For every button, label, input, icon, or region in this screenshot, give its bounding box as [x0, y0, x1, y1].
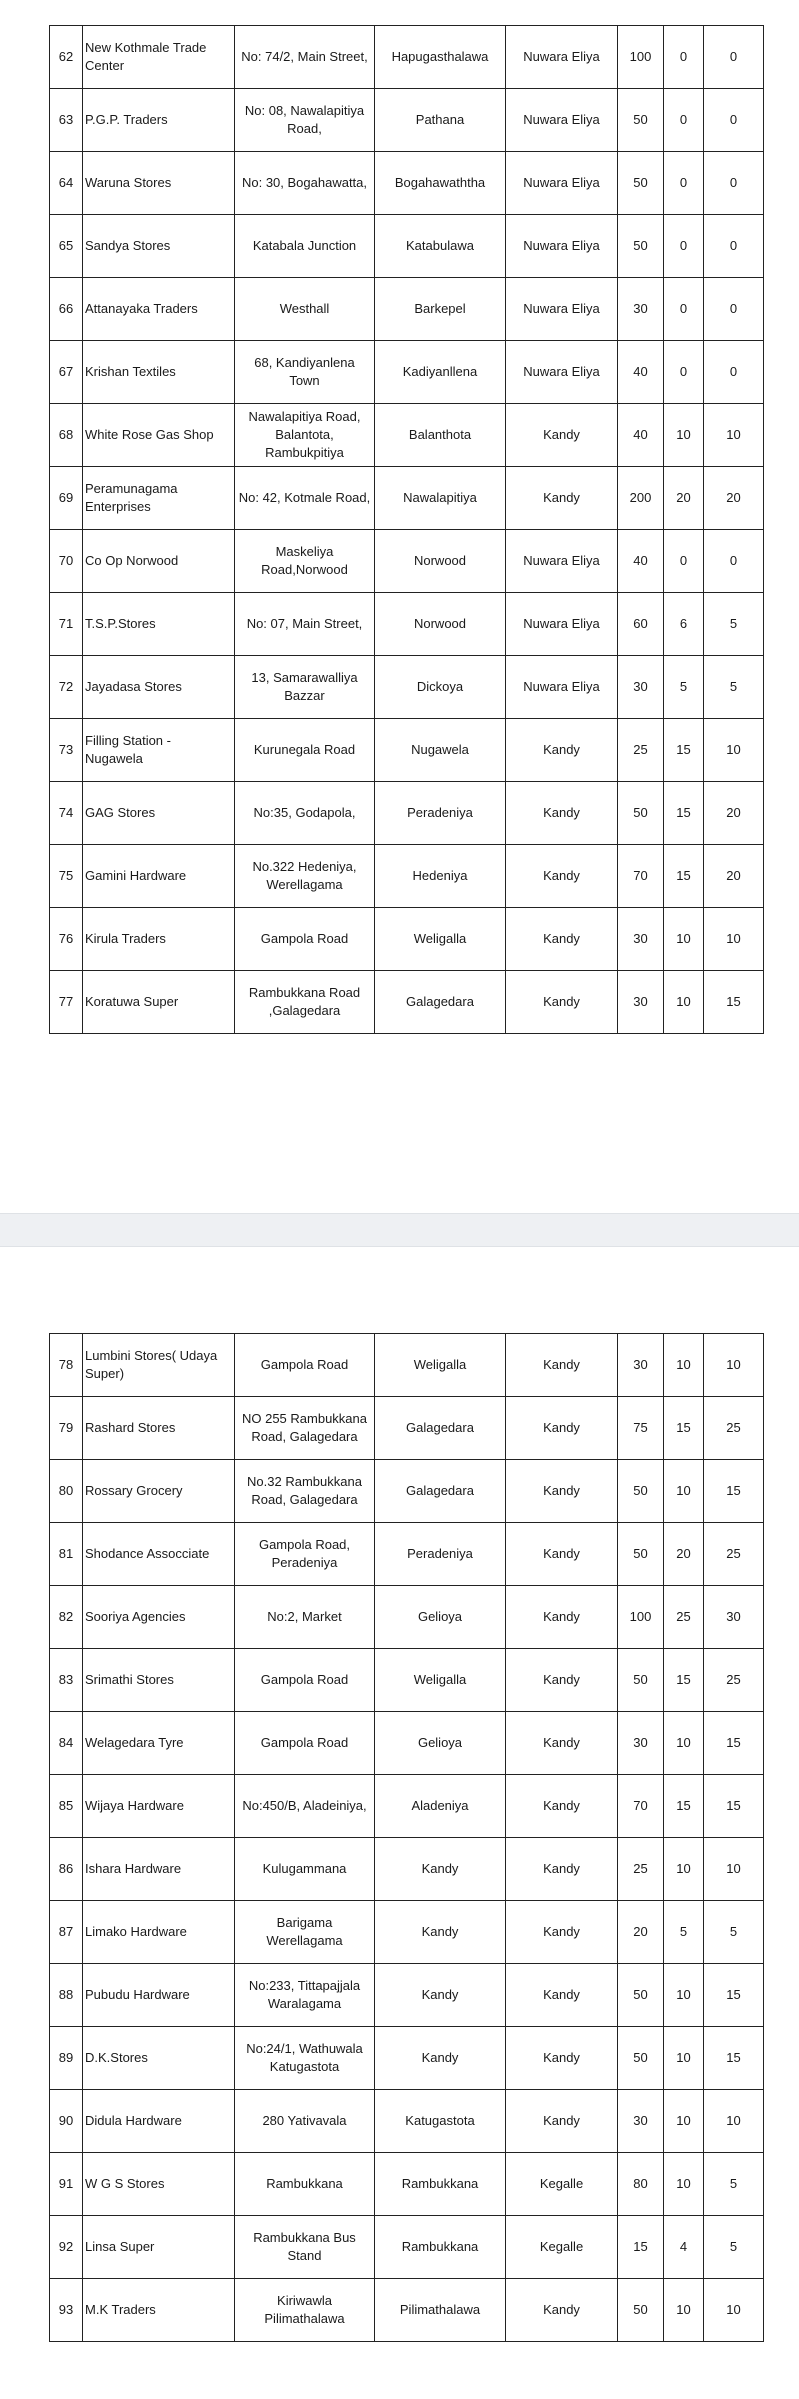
row-number-cell: 75 [50, 845, 83, 908]
town-cell: Gelioya [375, 1586, 506, 1649]
address-cell: No:2, Market [235, 1586, 375, 1649]
row-number-cell: 71 [50, 593, 83, 656]
table-row [50, 1460, 764, 1523]
address-cell: Kulugammana [235, 1838, 375, 1901]
row-number-cell: 81 [50, 1523, 83, 1586]
table-row [50, 1523, 764, 1586]
quantity-3-cell: 15 [704, 1775, 764, 1838]
address-cell: 280 Yativavala [235, 2090, 375, 2153]
quantity-1-cell: 30 [618, 908, 664, 971]
dealer-name-cell: Koratuwa Super [83, 971, 235, 1034]
row-number-cell: 69 [50, 467, 83, 530]
address-cell: 68, Kandiyanlena Town [235, 341, 375, 404]
dealer-table-page-1 [49, 25, 764, 1034]
address-cell: Rambukkana Bus Stand [235, 2216, 375, 2279]
quantity-2-cell: 15 [664, 845, 704, 908]
district-cell: Nuwara Eliya [506, 215, 618, 278]
dealer-name-cell: Co Op Norwood [83, 530, 235, 593]
address-cell: No: 08, Nawalapitiya Road, [235, 89, 375, 152]
district-cell: Kandy [506, 1775, 618, 1838]
quantity-3-cell: 25 [704, 1523, 764, 1586]
table-row [50, 2090, 764, 2153]
quantity-2-cell: 25 [664, 1586, 704, 1649]
quantity-1-cell: 30 [618, 278, 664, 341]
quantity-1-cell: 50 [618, 1523, 664, 1586]
dealer-name-cell: Didula Hardware [83, 2090, 235, 2153]
dealer-name-cell: Lumbini Stores( Udaya Super) [83, 1334, 235, 1397]
quantity-2-cell: 10 [664, 2090, 704, 2153]
address-cell: No.32 Rambukkana Road, Galagedara [235, 1460, 375, 1523]
address-cell: No:450/B, Aladeiniya, [235, 1775, 375, 1838]
dealer-name-cell: Sandya Stores [83, 215, 235, 278]
dealer-name-cell: Wijaya Hardware [83, 1775, 235, 1838]
quantity-2-cell: 10 [664, 404, 704, 467]
dealer-name-cell: T.S.P.Stores [83, 593, 235, 656]
quantity-3-cell: 15 [704, 1712, 764, 1775]
table-row [50, 89, 764, 152]
dealer-name-cell: Pubudu Hardware [83, 1964, 235, 2027]
dealer-name-cell: Attanayaka Traders [83, 278, 235, 341]
district-cell: Kandy [506, 467, 618, 530]
row-number-cell: 80 [50, 1460, 83, 1523]
dealer-name-cell: Filling Station - Nugawela [83, 719, 235, 782]
town-cell: Hapugasthalawa [375, 26, 506, 89]
district-cell: Kandy [506, 1838, 618, 1901]
address-cell: Katabala Junction [235, 215, 375, 278]
town-cell: Dickoya [375, 656, 506, 719]
address-cell: No:35, Godapola, [235, 782, 375, 845]
quantity-2-cell: 5 [664, 656, 704, 719]
district-cell: Kandy [506, 1964, 618, 2027]
row-number-cell: 84 [50, 1712, 83, 1775]
quantity-2-cell: 10 [664, 1334, 704, 1397]
address-cell: Kurunegala Road [235, 719, 375, 782]
row-number-cell: 87 [50, 1901, 83, 1964]
quantity-2-cell: 10 [664, 971, 704, 1034]
quantity-3-cell: 5 [704, 593, 764, 656]
address-cell: Nawalapitiya Road, Balantota, Rambukpitiya [235, 404, 375, 467]
quantity-2-cell: 10 [664, 1712, 704, 1775]
quantity-1-cell: 60 [618, 593, 664, 656]
quantity-1-cell: 40 [618, 530, 664, 593]
dealer-name-cell: Rossary Grocery [83, 1460, 235, 1523]
address-cell: Barigama Werellagama [235, 1901, 375, 1964]
dealer-name-cell: Limako Hardware [83, 1901, 235, 1964]
district-cell: Nuwara Eliya [506, 530, 618, 593]
quantity-2-cell: 10 [664, 2027, 704, 2090]
town-cell: Barkepel [375, 278, 506, 341]
quantity-3-cell: 10 [704, 908, 764, 971]
quantity-3-cell: 0 [704, 26, 764, 89]
dealer-name-cell: GAG Stores [83, 782, 235, 845]
quantity-2-cell: 6 [664, 593, 704, 656]
row-number-cell: 77 [50, 971, 83, 1034]
town-cell: Kandy [375, 1838, 506, 1901]
quantity-2-cell: 0 [664, 89, 704, 152]
quantity-3-cell: 20 [704, 845, 764, 908]
quantity-2-cell: 20 [664, 467, 704, 530]
table-row [50, 1397, 764, 1460]
table-row [50, 656, 764, 719]
town-cell: Pilimathalawa [375, 2279, 506, 2342]
town-cell: Weligalla [375, 1649, 506, 1712]
quantity-1-cell: 50 [618, 1460, 664, 1523]
table-row [50, 1838, 764, 1901]
district-cell: Kandy [506, 719, 618, 782]
address-cell: No: 42, Kotmale Road, [235, 467, 375, 530]
town-cell: Rambukkana [375, 2153, 506, 2216]
quantity-1-cell: 40 [618, 341, 664, 404]
district-cell: Kegalle [506, 2153, 618, 2216]
row-number-cell: 93 [50, 2279, 83, 2342]
address-cell: Gampola Road [235, 1712, 375, 1775]
row-number-cell: 88 [50, 1964, 83, 2027]
quantity-2-cell: 0 [664, 215, 704, 278]
quantity-1-cell: 100 [618, 26, 664, 89]
quantity-2-cell: 10 [664, 1460, 704, 1523]
address-cell: No: 07, Main Street, [235, 593, 375, 656]
quantity-2-cell: 10 [664, 2279, 704, 2342]
dealer-name-cell: Rashard Stores [83, 1397, 235, 1460]
row-number-cell: 68 [50, 404, 83, 467]
district-cell: Kandy [506, 1586, 618, 1649]
quantity-3-cell: 10 [704, 2279, 764, 2342]
town-cell: Aladeniya [375, 1775, 506, 1838]
quantity-1-cell: 20 [618, 1901, 664, 1964]
dealer-name-cell: New Kothmale Trade Center [83, 26, 235, 89]
quantity-3-cell: 0 [704, 215, 764, 278]
quantity-2-cell: 10 [664, 1964, 704, 2027]
table-row [50, 2279, 764, 2342]
row-number-cell: 67 [50, 341, 83, 404]
table-row [50, 1649, 764, 1712]
town-cell: Balanthota [375, 404, 506, 467]
quantity-3-cell: 0 [704, 341, 764, 404]
address-cell: Gampola Road [235, 1649, 375, 1712]
town-cell: Kadiyanllena [375, 341, 506, 404]
address-cell: 13, Samarawalliya Bazzar [235, 656, 375, 719]
dealer-name-cell: Srimathi Stores [83, 1649, 235, 1712]
district-cell: Kandy [506, 1523, 618, 1586]
district-cell: Kandy [506, 2027, 618, 2090]
quantity-3-cell: 15 [704, 971, 764, 1034]
quantity-3-cell: 25 [704, 1397, 764, 1460]
quantity-3-cell: 10 [704, 2090, 764, 2153]
row-number-cell: 78 [50, 1334, 83, 1397]
quantity-3-cell: 0 [704, 530, 764, 593]
quantity-3-cell: 15 [704, 1460, 764, 1523]
dealer-name-cell: Waruna Stores [83, 152, 235, 215]
row-number-cell: 70 [50, 530, 83, 593]
district-cell: Nuwara Eliya [506, 593, 618, 656]
row-number-cell: 72 [50, 656, 83, 719]
quantity-3-cell: 15 [704, 1964, 764, 2027]
district-cell: Kegalle [506, 2216, 618, 2279]
district-cell: Nuwara Eliya [506, 26, 618, 89]
table-row [50, 1334, 764, 1397]
quantity-3-cell: 20 [704, 467, 764, 530]
quantity-3-cell: 0 [704, 278, 764, 341]
address-cell: NO 255 Rambukkana Road, Galagedara [235, 1397, 375, 1460]
quantity-3-cell: 15 [704, 2027, 764, 2090]
quantity-2-cell: 0 [664, 530, 704, 593]
quantity-2-cell: 15 [664, 1649, 704, 1712]
row-number-cell: 62 [50, 26, 83, 89]
quantity-2-cell: 0 [664, 278, 704, 341]
address-cell: No.322 Hedeniya, Werellagama [235, 845, 375, 908]
district-cell: Nuwara Eliya [506, 656, 618, 719]
dealer-name-cell: W G S Stores [83, 2153, 235, 2216]
town-cell: Norwood [375, 530, 506, 593]
town-cell: Kandy [375, 2027, 506, 2090]
district-cell: Kandy [506, 908, 618, 971]
town-cell: Bogahawaththa [375, 152, 506, 215]
quantity-1-cell: 15 [618, 2216, 664, 2279]
dealer-name-cell: White Rose Gas Shop [83, 404, 235, 467]
address-cell: No:233, Tittapajjala Waralagama [235, 1964, 375, 2027]
town-cell: Peradeniya [375, 1523, 506, 1586]
address-cell: Rambukkana Road ,Galagedara [235, 971, 375, 1034]
district-cell: Kandy [506, 2090, 618, 2153]
quantity-1-cell: 25 [618, 1838, 664, 1901]
quantity-1-cell: 50 [618, 215, 664, 278]
address-cell: No: 74/2, Main Street, [235, 26, 375, 89]
dealer-name-cell: Welagedara Tyre [83, 1712, 235, 1775]
quantity-1-cell: 30 [618, 1334, 664, 1397]
town-cell: Nawalapitiya [375, 467, 506, 530]
table-row [50, 215, 764, 278]
town-cell: Weligalla [375, 1334, 506, 1397]
quantity-2-cell: 0 [664, 341, 704, 404]
quantity-1-cell: 75 [618, 1397, 664, 1460]
quantity-1-cell: 25 [618, 719, 664, 782]
quantity-1-cell: 50 [618, 1649, 664, 1712]
table-row [50, 2027, 764, 2090]
quantity-1-cell: 50 [618, 782, 664, 845]
quantity-1-cell: 30 [618, 2090, 664, 2153]
quantity-1-cell: 50 [618, 1964, 664, 2027]
district-cell: Kandy [506, 971, 618, 1034]
dealer-name-cell: Shodance Assocciate [83, 1523, 235, 1586]
table-row [50, 908, 764, 971]
table-row [50, 1586, 764, 1649]
dealer-name-cell: Ishara Hardware [83, 1838, 235, 1901]
quantity-1-cell: 30 [618, 656, 664, 719]
district-cell: Nuwara Eliya [506, 89, 618, 152]
district-cell: Kandy [506, 1334, 618, 1397]
address-cell: Westhall [235, 278, 375, 341]
quantity-2-cell: 10 [664, 1838, 704, 1901]
row-number-cell: 85 [50, 1775, 83, 1838]
quantity-1-cell: 100 [618, 1586, 664, 1649]
address-cell: No: 30, Bogahawatta, [235, 152, 375, 215]
district-cell: Kandy [506, 1901, 618, 1964]
quantity-2-cell: 5 [664, 1901, 704, 1964]
dealer-name-cell: Jayadasa Stores [83, 656, 235, 719]
row-number-cell: 64 [50, 152, 83, 215]
quantity-3-cell: 0 [704, 89, 764, 152]
quantity-2-cell: 0 [664, 26, 704, 89]
district-cell: Kandy [506, 2279, 618, 2342]
quantity-3-cell: 25 [704, 1649, 764, 1712]
table-row [50, 2216, 764, 2279]
quantity-1-cell: 70 [618, 845, 664, 908]
dealer-name-cell: Linsa Super [83, 2216, 235, 2279]
row-number-cell: 73 [50, 719, 83, 782]
town-cell: Rambukkana [375, 2216, 506, 2279]
row-number-cell: 74 [50, 782, 83, 845]
row-number-cell: 89 [50, 2027, 83, 2090]
table-row [50, 152, 764, 215]
district-cell: Kandy [506, 782, 618, 845]
row-number-cell: 76 [50, 908, 83, 971]
row-number-cell: 66 [50, 278, 83, 341]
table-row [50, 1775, 764, 1838]
table-row [50, 845, 764, 908]
town-cell: Gelioya [375, 1712, 506, 1775]
address-cell: Gampola Road [235, 1334, 375, 1397]
row-number-cell: 92 [50, 2216, 83, 2279]
town-cell: Nugawela [375, 719, 506, 782]
row-number-cell: 91 [50, 2153, 83, 2216]
quantity-2-cell: 10 [664, 908, 704, 971]
quantity-1-cell: 30 [618, 971, 664, 1034]
quantity-2-cell: 15 [664, 719, 704, 782]
district-cell: Kandy [506, 1712, 618, 1775]
town-cell: Galagedara [375, 1397, 506, 1460]
table-row [50, 782, 764, 845]
town-cell: Peradeniya [375, 782, 506, 845]
address-cell: Gampola Road, Peradeniya [235, 1523, 375, 1586]
quantity-2-cell: 20 [664, 1523, 704, 1586]
quantity-3-cell: 10 [704, 1838, 764, 1901]
table-row [50, 1964, 764, 2027]
dealer-name-cell: Gamini Hardware [83, 845, 235, 908]
quantity-3-cell: 20 [704, 782, 764, 845]
quantity-3-cell: 10 [704, 1334, 764, 1397]
quantity-2-cell: 0 [664, 152, 704, 215]
table-row [50, 593, 764, 656]
page-separator [0, 1213, 799, 1247]
row-number-cell: 79 [50, 1397, 83, 1460]
quantity-1-cell: 70 [618, 1775, 664, 1838]
quantity-3-cell: 5 [704, 656, 764, 719]
row-number-cell: 90 [50, 2090, 83, 2153]
dealer-name-cell: Krishan Textiles [83, 341, 235, 404]
address-cell: Maskeliya Road,Norwood [235, 530, 375, 593]
quantity-1-cell: 50 [618, 89, 664, 152]
quantity-1-cell: 50 [618, 2027, 664, 2090]
district-cell: Kandy [506, 1460, 618, 1523]
town-cell: Katabulawa [375, 215, 506, 278]
quantity-1-cell: 50 [618, 2279, 664, 2342]
dealer-name-cell: Peramunagama Enterprises [83, 467, 235, 530]
district-cell: Kandy [506, 404, 618, 467]
town-cell: Galagedara [375, 971, 506, 1034]
row-number-cell: 63 [50, 89, 83, 152]
quantity-3-cell: 10 [704, 404, 764, 467]
town-cell: Norwood [375, 593, 506, 656]
district-cell: Kandy [506, 1649, 618, 1712]
address-cell: Rambukkana [235, 2153, 375, 2216]
table-row [50, 341, 764, 404]
quantity-2-cell: 15 [664, 1397, 704, 1460]
district-cell: Nuwara Eliya [506, 341, 618, 404]
town-cell: Galagedara [375, 1460, 506, 1523]
address-cell: Kiriwawla Pilimathalawa [235, 2279, 375, 2342]
table-row [50, 719, 764, 782]
quantity-1-cell: 80 [618, 2153, 664, 2216]
table-row [50, 1901, 764, 1964]
quantity-1-cell: 50 [618, 152, 664, 215]
table-row [50, 971, 764, 1034]
quantity-2-cell: 15 [664, 782, 704, 845]
town-cell: Hedeniya [375, 845, 506, 908]
quantity-3-cell: 30 [704, 1586, 764, 1649]
dealer-name-cell: Kirula Traders [83, 908, 235, 971]
quantity-2-cell: 4 [664, 2216, 704, 2279]
town-cell: Katugastota [375, 2090, 506, 2153]
district-cell: Nuwara Eliya [506, 278, 618, 341]
table-row [50, 278, 764, 341]
dealer-name-cell: P.G.P. Traders [83, 89, 235, 152]
quantity-3-cell: 5 [704, 1901, 764, 1964]
dealer-name-cell: M.K Traders [83, 2279, 235, 2342]
row-number-cell: 86 [50, 1838, 83, 1901]
dealer-table-page-2 [49, 1333, 764, 2342]
district-cell: Kandy [506, 1397, 618, 1460]
town-cell: Weligalla [375, 908, 506, 971]
document-page-2 [0, 1247, 799, 2399]
quantity-2-cell: 15 [664, 1775, 704, 1838]
table-row [50, 530, 764, 593]
quantity-3-cell: 10 [704, 719, 764, 782]
table-row [50, 404, 764, 467]
table-row [50, 1712, 764, 1775]
row-number-cell: 82 [50, 1586, 83, 1649]
row-number-cell: 83 [50, 1649, 83, 1712]
quantity-2-cell: 10 [664, 2153, 704, 2216]
dealer-name-cell: Sooriya Agencies [83, 1586, 235, 1649]
quantity-1-cell: 30 [618, 1712, 664, 1775]
quantity-3-cell: 5 [704, 2216, 764, 2279]
quantity-3-cell: 5 [704, 2153, 764, 2216]
district-cell: Kandy [506, 845, 618, 908]
dealer-name-cell: D.K.Stores [83, 2027, 235, 2090]
quantity-3-cell: 0 [704, 152, 764, 215]
town-cell: Kandy [375, 1901, 506, 1964]
table-row [50, 2153, 764, 2216]
table-row [50, 467, 764, 530]
town-cell: Kandy [375, 1964, 506, 2027]
row-number-cell: 65 [50, 215, 83, 278]
address-cell: Gampola Road [235, 908, 375, 971]
district-cell: Nuwara Eliya [506, 152, 618, 215]
quantity-1-cell: 40 [618, 404, 664, 467]
address-cell: No:24/1, Wathuwala Katugastota [235, 2027, 375, 2090]
quantity-1-cell: 200 [618, 467, 664, 530]
table-row [50, 26, 764, 89]
town-cell: Pathana [375, 89, 506, 152]
